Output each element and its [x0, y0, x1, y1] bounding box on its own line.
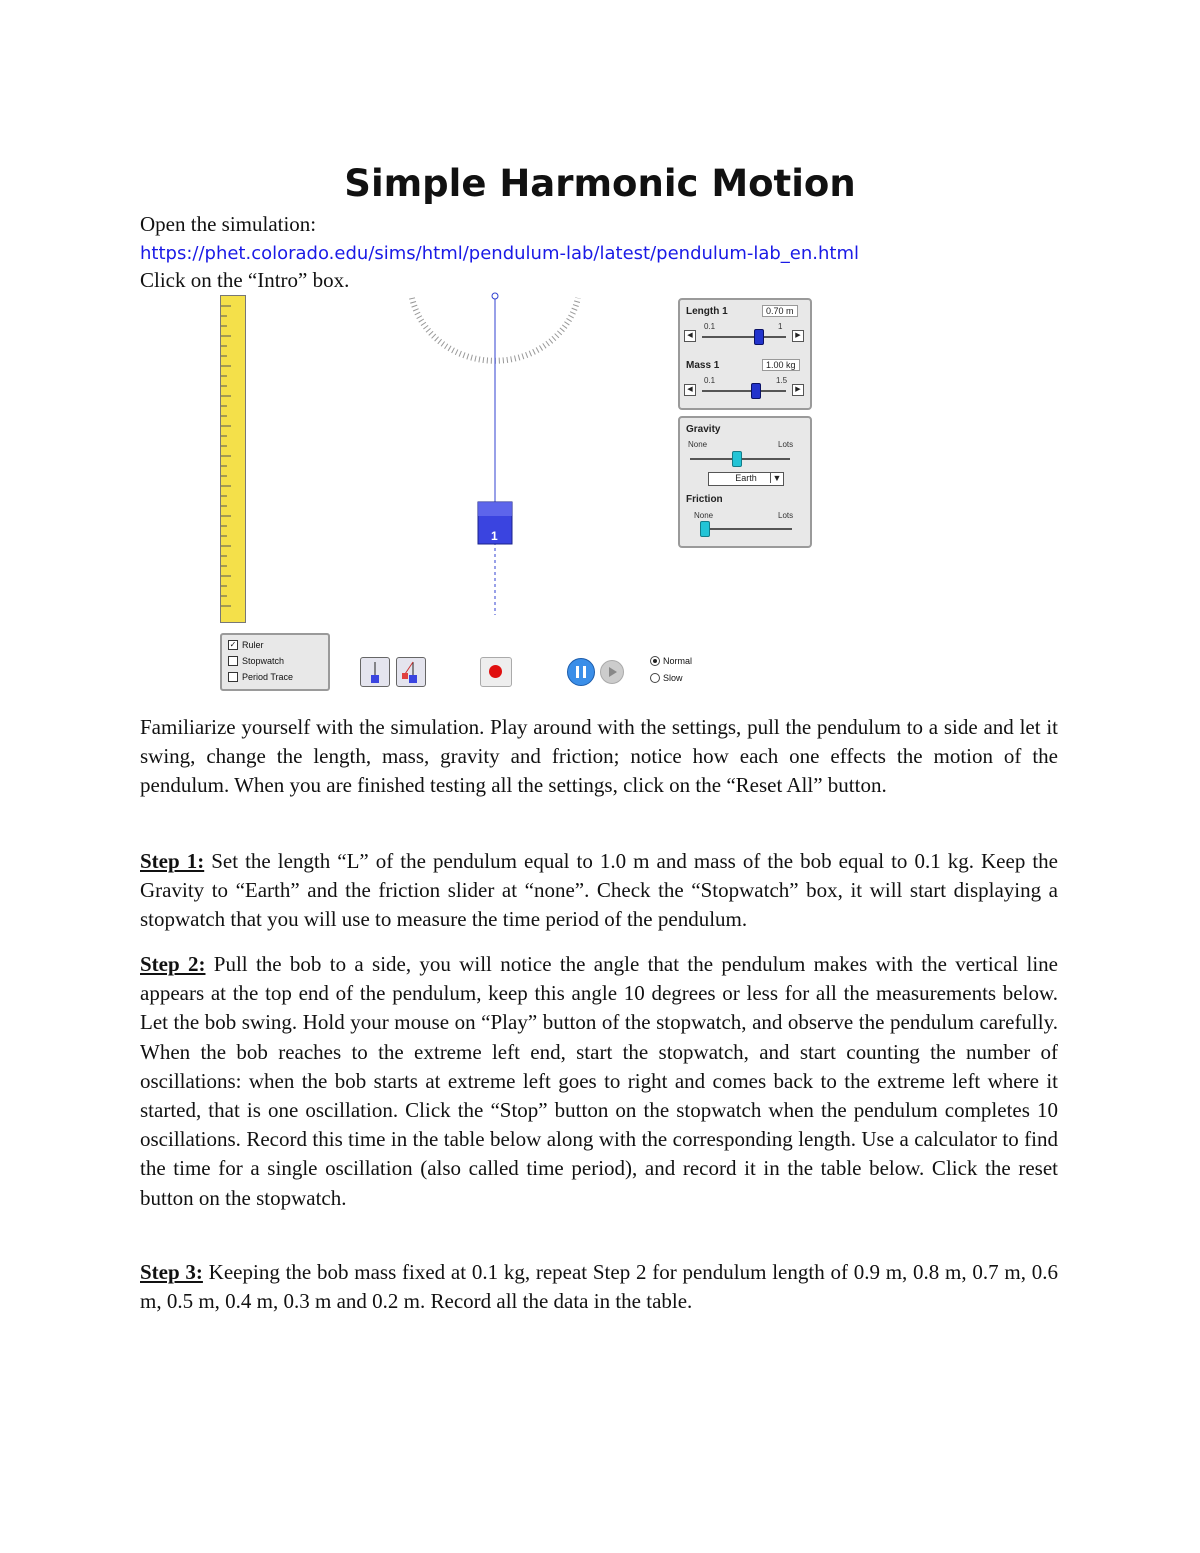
- chevron-down-icon: ▼: [770, 473, 783, 483]
- gravity-friction-panel: [678, 416, 812, 548]
- length-mass-panel: [678, 298, 812, 410]
- stopwatch-checkbox[interactable]: [228, 656, 238, 666]
- gravity-label: Gravity: [686, 424, 721, 435]
- ruler-checkbox-label: Ruler: [242, 640, 264, 650]
- pendulum-area: [400, 290, 600, 620]
- speed-slow-radio[interactable]: [650, 673, 660, 683]
- mass-label: Mass 1: [686, 360, 720, 371]
- period-trace-checkbox-row[interactable]: [228, 672, 293, 682]
- speed-normal-radio[interactable]: [650, 656, 660, 666]
- record-icon: [489, 665, 502, 678]
- speed-normal-option[interactable]: [650, 656, 692, 666]
- mass-slider-thumb[interactable]: [751, 383, 761, 399]
- familiarize-paragraph: Familiarize yourself with the simulation. Play around with the settings, pull the pendulum to a side and let it swing, change the length, mass, gravity and friction; notice how each one effects the motion of the pendulum. When you are finished testing all the settings, click on the “Reset All” button.: [140, 715, 1058, 798]
- pivot-icon: [492, 293, 498, 299]
- length-decrease-button[interactable]: ◀: [684, 330, 696, 342]
- mass-increase-button[interactable]: ▶: [792, 384, 804, 396]
- length-max-label: 1: [778, 322, 783, 331]
- options-panel: [220, 633, 330, 691]
- speed-normal-label: Normal: [663, 656, 693, 666]
- mass-max-label: 1.5: [776, 376, 788, 385]
- mass-decrease-button[interactable]: ◀: [684, 384, 696, 396]
- friction-none-label: None: [694, 511, 714, 520]
- stopwatch-checkbox-label: Stopwatch: [242, 656, 285, 666]
- step-1-paragraph: [140, 847, 1058, 935]
- length-label: Length 1: [686, 306, 728, 317]
- speed-slow-label: Slow: [663, 673, 683, 683]
- step-forward-icon: [601, 661, 623, 683]
- pause-button[interactable]: [567, 658, 595, 686]
- step-1-text: Set the length “L” of the pendulum equal to 1.0 m and mass of the bob equal to 0.1 kg. Keep the Gravity to “Earth” and the friction slider at “none”. Check the “Stopwatch” box, it will start displaying a stopwatch that you will use to measure the time period of the pendulum.: [140, 849, 1058, 932]
- speed-slow-option[interactable]: [650, 673, 683, 683]
- two-pendulums-icon: [397, 658, 425, 686]
- period-trace-checkbox-label: Period Trace: [242, 672, 294, 682]
- protractor-tool-button[interactable]: [360, 657, 390, 687]
- bob-label: 1: [491, 529, 498, 543]
- mass-min-label: 0.1: [704, 376, 716, 385]
- record-button[interactable]: [480, 657, 512, 687]
- step-3-label: Step 3:: [140, 1260, 203, 1284]
- friction-slider-thumb[interactable]: [700, 521, 710, 537]
- step-2-text: Pull the bob to a side, you will notice the angle that the pendulum makes with the vertical line appears at the top end of the pendulum, keep this angle 10 degrees or less for all the measurements below. Let the bob swing. Hold your mouse on “Play” button of the stopwatch, and observe the pendulum carefully. When the bob reaches to the extreme left end, start the stopwatch, and start counting the number of oscillations: when the bob starts at extreme left goes to right and comes back to the extreme left where it started, that is one oscillation. Click the “Stop” button on the stopwatch when the pendulum completes 10 oscillations. Record this time in the table below along with the corresponding length. Use a calculator to find the time for a single oscillation (also called time period), and record it in the table below. Click the reset button on the stopwatch.: [140, 952, 1058, 1210]
- pendulum-icon: [361, 658, 389, 686]
- ruler[interactable]: [220, 295, 246, 623]
- length-min-label: 0.1: [704, 322, 716, 331]
- ruler-checkbox[interactable]: ✓: [229, 640, 237, 649]
- mass-value[interactable]: 1.00 kg: [762, 359, 800, 371]
- gravity-none-label: None: [688, 440, 708, 449]
- length-increase-button[interactable]: ▶: [792, 330, 804, 342]
- click-intro-line: Click on the “Intro” box.: [140, 268, 350, 292]
- mass-slider-track: [702, 390, 786, 392]
- gravity-selected-value: Earth: [735, 473, 757, 483]
- pause-icon: [568, 659, 594, 685]
- second-pendulum-button[interactable]: [396, 657, 426, 687]
- length-slider-thumb[interactable]: [754, 329, 764, 345]
- length-slider-track: [702, 336, 786, 338]
- step-3-paragraph: [140, 1258, 1058, 1316]
- gravity-select[interactable]: [708, 472, 784, 486]
- open-simulation-line: Open the simulation:: [140, 212, 317, 236]
- step-1-label: Step 1:: [140, 849, 205, 873]
- gravity-lots-label: Lots: [778, 440, 794, 449]
- step-button[interactable]: [600, 660, 624, 684]
- ruler-ticks: [221, 296, 245, 622]
- step-2-paragraph: [140, 950, 1058, 1213]
- period-trace-checkbox[interactable]: [228, 672, 238, 682]
- friction-slider-track: [700, 528, 792, 530]
- step-3-text: Keeping the bob mass fixed at 0.1 kg, repeat Step 2 for pendulum length of 0.9 m, 0.8 m, 0.7 m, 0.6 m, 0.5 m, 0.4 m, 0.3 m and 0.2 m. Record all the data in the table.: [140, 1260, 1058, 1314]
- gravity-slider-thumb[interactable]: [732, 451, 742, 467]
- page-title: Simple Harmonic Motion: [344, 162, 856, 205]
- simulation-figure: [210, 290, 820, 690]
- simulation-link[interactable]: https://phet.colorado.edu/sims/html/pendulum-lab/latest/pendulum-lab_en.html: [140, 243, 860, 264]
- ruler-checkbox-row[interactable]: [228, 640, 264, 650]
- step-2-label: Step 2:: [140, 952, 206, 976]
- stopwatch-checkbox-row[interactable]: [228, 656, 284, 666]
- length-value[interactable]: 0.70 m: [762, 305, 798, 317]
- friction-label: Friction: [686, 494, 723, 505]
- friction-lots-label: Lots: [778, 511, 794, 520]
